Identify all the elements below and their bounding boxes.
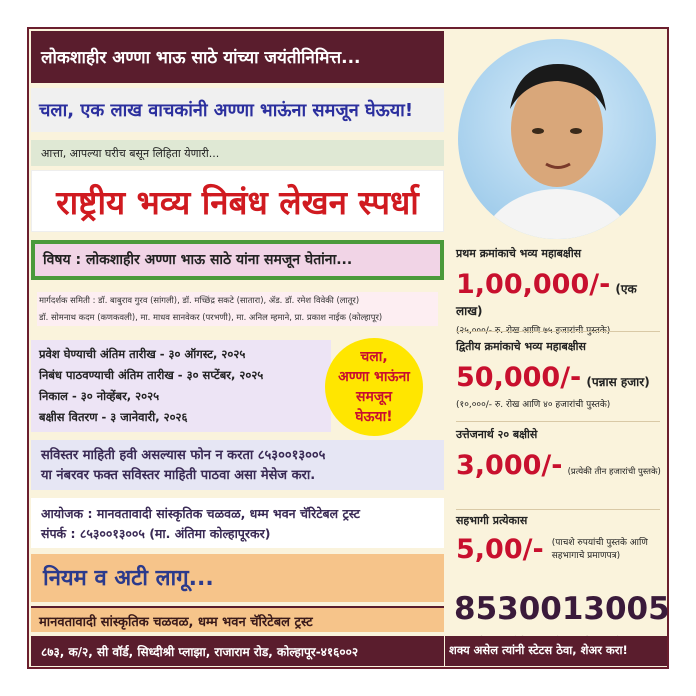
organizer-line-1: आयोजक : मानवतावादी सांस्कृतिक चळवळ, धम्म भवन चॅरिटेबल ट्रस्ट: [41, 506, 360, 521]
share-band: [445, 636, 667, 666]
prize-note: (२५,०००/- रु. रोख आणि ७५ हजारांची पुस्तके): [456, 326, 611, 336]
top-banner-text: लोकशाहीर अण्णा भाऊ साठे यांच्या जयंतीनिमित्त...: [41, 48, 361, 68]
date-line: प्रवेश घेण्याची अंतिम तारीख - ३० ऑगस्ट, २०२५: [39, 347, 246, 361]
portrait-illustration: [458, 39, 656, 239]
org-band-text: मानवतावादी सांस्कृतिक चळवळ, धम्म भवन चॅरिटेबल ट्रस्ट: [39, 615, 313, 630]
title-band: [31, 170, 444, 232]
prize-note: (१०,०००/- रु. रोख आणि ४० हजारांची पुस्तके): [456, 400, 611, 410]
divider: [456, 421, 660, 422]
prize-words: (पन्नास हजार): [586, 375, 650, 389]
top-banner: [31, 31, 444, 83]
prize-words: (एक लाख): [456, 282, 637, 318]
share-text: शक्य असेल त्यांनी स्टेटस ठेवा, शेअर करा!: [449, 643, 628, 657]
prize-title: उत्तेजनार्थ २० बक्षीसे: [456, 428, 538, 441]
intro-text: आत्ता, आपल्या घरीच बसून लिहिता येणारी...: [41, 147, 220, 160]
address-band: [31, 636, 444, 666]
date-line: बक्षीस वितरण - ३ जानेवारी, २०२६: [39, 410, 188, 424]
divider: [456, 331, 660, 332]
badge-line: चला,: [360, 349, 388, 365]
prize-block-4: [456, 493, 660, 583]
org-band: [31, 606, 444, 632]
portrait: [458, 39, 656, 239]
badge-line: अण्णा भाऊंना: [338, 369, 410, 385]
info-line-2: या नंबरवर फक्त सविस्तर माहिती पाठवा असा मेसेज करा.: [41, 468, 316, 483]
date-line: निकाल - ३० नोव्हेंबर, २०२५: [39, 389, 160, 403]
call-band: [31, 88, 444, 132]
committee-line-2: डॉ. सोमनाथ कदम (कणकवली), मा. माधव सानवेकर (परभणी), मा. अनिल म्हमाने, प्रा. प्रकाश नाईक (कोल्हापूर): [37, 309, 438, 326]
subject-inner: [35, 244, 440, 276]
committee-line-1: मार्गदर्शक समिती : डॉ. बाबुराव गुरव (सांगली), डॉ. मच्छिंद्र सकटे (सातारा), ॲड. डॉ. रमेश विवेकी (लातूर): [37, 292, 438, 309]
prize-title: सहभागी प्रत्येकास: [456, 514, 528, 527]
date-line: निबंध पाठवण्याची अंतिम तारीख - ३० सप्टेंबर, २०२५: [39, 368, 264, 382]
organizer-block: [31, 498, 444, 548]
prize-title: द्वितीय क्रमांकाचे भव्य महाबक्षीस: [456, 340, 586, 353]
info-block: [31, 440, 444, 490]
badge-line: समजून: [355, 389, 392, 405]
rules-text: नियम व अटी लागू...: [43, 566, 214, 591]
subject-band: [31, 240, 444, 280]
dates-block: [31, 340, 331, 432]
call-text: चला, एक लाख वाचकांनी अण्णा भाऊंना समजून घेऊया!: [39, 100, 414, 121]
address-text: ८७३, क/२, सी वॉर्ड, सिध्दीश्री प्लाझा, राजाराम रोड, कोल्हापूर-४१६००२: [41, 645, 359, 659]
committee-block: [31, 288, 444, 332]
call-badge: [325, 338, 423, 436]
prize-words: (प्रत्येकी तीन हजारांची पुस्तके): [567, 467, 661, 477]
prize-title: प्रथम क्रमांकाचे भव्य महाबक्षीस: [456, 247, 582, 260]
prize-amount: 50,000/-: [456, 362, 582, 393]
subject-text: विषय : लोकशाहीर अण्णा भाऊ साठे यांना समजून घेतांना...: [43, 252, 353, 268]
prize-block-2: [456, 339, 660, 439]
organizer-line-2: संपर्क : ८५३००१३००५ (मा. अंतिमा कोल्हापूरकर): [41, 526, 271, 541]
prize-amount: 3,000/-: [456, 450, 563, 481]
intro-band: [31, 140, 444, 166]
prize-words: (पाचशे रुपयांची पुस्तके आणि सहभागाचे प्रमाणपत्र): [551, 537, 648, 561]
badge-line: घेऊया!: [355, 409, 393, 425]
prize-amount: 5,00/-: [456, 534, 544, 565]
rules-band: [31, 554, 444, 602]
info-line-1: सविस्तर माहिती हवी असल्यास फोन न करता ८५३००१३००५: [41, 448, 326, 463]
page-title: राष्ट्रीय भव्य निबंध लेखन स्पर्धा: [56, 183, 419, 222]
phone-number: 8530013005: [454, 591, 670, 627]
prize-amount: 1,00,000/-: [456, 269, 611, 300]
right-column: [450, 31, 670, 667]
prize-block-1: [456, 246, 660, 354]
